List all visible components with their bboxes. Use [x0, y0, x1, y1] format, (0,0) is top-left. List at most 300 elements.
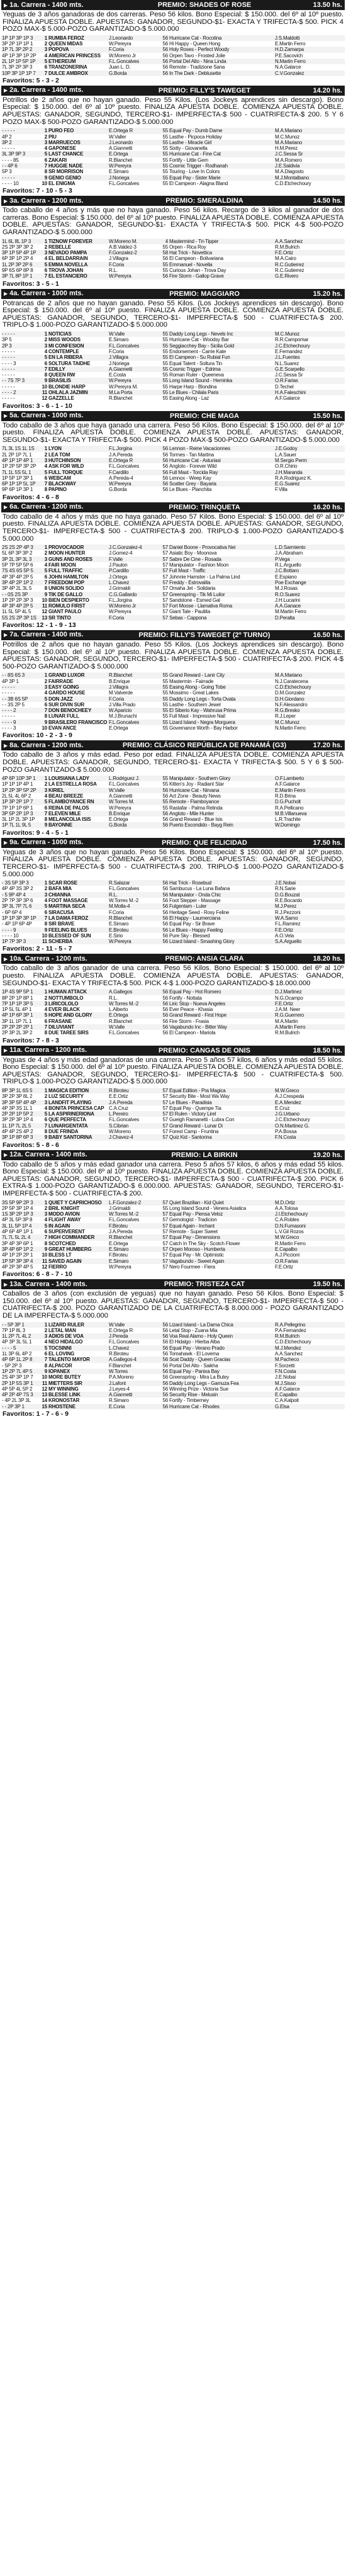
pedigree: Lizard Island - La Dama Chica: [169, 1322, 274, 1328]
weight: 55: [162, 133, 168, 140]
trainer-name: R.G.Bresko: [274, 708, 345, 713]
entry-number: 1: [40, 880, 48, 886]
form-column: - - - - 10: [2, 932, 19, 939]
form-column: - - - - -: [2, 348, 15, 354]
trainer-name: M.W.Greco: [274, 1088, 345, 1093]
form-column: - - 8S 6S 3: [1, 672, 40, 678]
jockey-name: E.Simaro: [109, 337, 129, 343]
table-row: [1, 1404, 345, 1409]
weight: 56: [153, 1392, 169, 1398]
trainer-name: G.E.Scarpello: [274, 366, 345, 372]
race-section: [1, 838, 345, 954]
race-header: [1, 411, 345, 421]
form-column: 1P 2P 5P 3P 2P: [2, 463, 36, 470]
race-time: 16.50 hs.: [313, 631, 342, 639]
pedigree: Lennon - Reine Vacacionnes: [169, 446, 274, 451]
table-row: [1, 151, 345, 157]
form-column: - 5 9P 4P 4: [1, 892, 40, 898]
pedigree: Long Island Sound - Venera Asiatica: [169, 1205, 246, 1211]
form-column: 2P 2P 2P 2P 1: [1, 1024, 40, 1030]
jockey-name: E.Sirio: [109, 932, 123, 939]
favorites-line: Favoritos: 7 - 8 - 3: [3, 1036, 59, 1044]
race-conditions: Todo caballo de 4 años y más que no haya ganado. Peso 56 kilos. Recargo de 3 kilos al ganador de dos carreras. Bono Especial: $ 150.000. del 6º al 10º puesto. FINALIZA APUESTA DOBLE. COMIENZA APUESTA DOBLE. APUESTAS: GANADOR, SEGUNDO-$1- EXACTA Y TRIFECTA-$ 500. PICK 4-$ 500-POZO GARANTIZADO-$ 5.000.000: [3, 206, 343, 236]
entry-number: 1: [40, 35, 48, 41]
form-column: 3P 4P 2L 3L 5: [2, 585, 32, 592]
trainer-name: F.Sorzetti: [275, 1362, 295, 1369]
triangle-right-icon: ▶: [4, 88, 8, 94]
form-column: 2S 2P 3P 3P 2: [2, 244, 33, 250]
race-prize: PREMIO: CLÁSICO REPÚBLICA DE PANAMÁ (G3): [122, 742, 287, 750]
jockey-name: Juan L. D.: [109, 64, 131, 71]
race-label-text: 5a. Carrera - 1000 mts.: [9, 412, 84, 420]
weight: 56: [162, 1362, 168, 1369]
entry-number: 10: [42, 383, 47, 390]
pedigree: Touring - Love In Colors: [169, 169, 220, 175]
trainer-name: A.J.Crespeda: [275, 1093, 304, 1100]
weight: 56: [162, 1351, 168, 1357]
race-section: [1, 1046, 345, 1150]
pedigree: Security Rise - Melusin: [169, 1392, 274, 1398]
weight: 57: [153, 592, 169, 597]
pedigree: Equal Pay - Mr. Optimistic: [169, 1252, 224, 1258]
jockey-name: E.Ortega: [109, 725, 128, 732]
pedigree: Remote - Super Sweet: [169, 1229, 218, 1235]
form-column: - - - - 2: [1, 708, 40, 713]
entry-number: 14: [42, 1398, 47, 1404]
jockey-name: R.Blanchet: [108, 672, 153, 678]
trainer-name: D.J.Martinez: [274, 989, 345, 995]
race-label-text: 12a. Carrera - 1400 mts.: [9, 1151, 87, 1159]
entry-number: 11: [40, 1258, 48, 1264]
trainer-name: M.B.Villanueva: [274, 811, 345, 816]
table-row: [1, 811, 345, 816]
jockey-name: E.Ortega R: [108, 458, 153, 463]
form-column: 7L 7L 5L 2L 4: [1, 1234, 40, 1240]
table-row: [1, 545, 345, 550]
pedigree: Cosmic Trigger - Edrima: [169, 366, 274, 372]
horse-name: SCAR ROSE: [48, 880, 108, 886]
weight: 57: [162, 1105, 168, 1111]
race-conditions: Todo caballo de 3 años que haya ganado una carrera. Peso 56 Kilos. Bono Especial: $ 150.000. del 6º al 10º puesto. FINALIZA APUESTA DOBLE. COMIENZA APUESTA DOBLE. APUESTAS: GANADOR, SEGUNDO-$1- EXACTA Y TRIFECTA-$ 500. PICK 4 POZO MAX-$ 500-POZO GARANTIZADO-$ 5.000.000: [3, 421, 343, 444]
form-column: 1P 2P 7L 4P 5: [1, 1369, 40, 1374]
entry-number: 5: [40, 151, 48, 157]
horse-name: FREEDOM POP: [48, 580, 108, 585]
entry-number: 5: [40, 1345, 48, 1351]
pedigree: Letal Stop - Zuana Mia: [169, 1327, 218, 1333]
trainer-name: E.Cruz: [275, 1105, 290, 1111]
trainer-name: G.E.Rivero: [274, 273, 345, 279]
horse-name: WEBCAM: [48, 475, 71, 481]
entry-number: 6: [44, 157, 47, 163]
race-header: [1, 86, 345, 96]
jockey-name: F.L.Goncalves: [109, 1030, 140, 1036]
trainer-name: P.A.Bossa: [275, 1129, 297, 1135]
weight: 56: [162, 41, 168, 47]
pedigree: Cosmic Trigger - Rodhanah: [169, 163, 274, 169]
table-row: [1, 713, 345, 719]
horse-name: BLESSED OF SUN: [48, 932, 91, 939]
jockey-name: E.Simaro: [109, 169, 129, 175]
form-column: 3P 3P 5P 4P 4P: [1, 1100, 40, 1105]
jockey-name: F.Blanchet: [109, 1362, 131, 1369]
race-label: [4, 1150, 98, 1160]
favorites-line: Favoritos: 6 - 8 - 7 - 10: [3, 1270, 72, 1279]
weight: 57: [153, 1123, 169, 1129]
entry-number: 4: [44, 463, 47, 470]
entry-number: 2: [44, 678, 47, 684]
table-row: [1, 1088, 345, 1093]
table-row: [1, 696, 345, 702]
pedigree: Remote - Flamboyance: [169, 799, 274, 805]
weight: 57: [162, 1117, 168, 1123]
pedigree: Hurricane Cat - Rhodes: [169, 1404, 274, 1409]
weight: 56: [153, 481, 169, 487]
entry-number: 10: [42, 725, 47, 732]
form-column: - - - - -: [1, 128, 40, 133]
entry-number: 2: [44, 451, 47, 458]
weight: 57: [153, 1200, 169, 1206]
horse-name: MARTINA SECA: [48, 903, 108, 909]
entry-number: 1: [40, 128, 48, 133]
jockey-name: F.L.Goncalves: [109, 180, 140, 186]
weight: 56: [153, 1333, 169, 1339]
pedigree: Hi Happy - Queen Hong: [169, 41, 221, 47]
weight: 55: [153, 672, 169, 678]
weight: 56: [153, 788, 169, 793]
pedigree: Daniel Boone - Provocativa Nei: [169, 545, 274, 550]
weight: 56: [153, 1404, 169, 1409]
table-row: [1, 880, 345, 886]
table-row: [1, 1117, 345, 1122]
horse-name: FAIRRADE: [48, 678, 74, 684]
table-row: [1, 574, 345, 580]
entry-number: 7: [40, 273, 48, 279]
trainer-name: R.D.Brina: [275, 793, 296, 799]
trainer-name: M.C.Munoz: [274, 331, 345, 337]
entry-number: 7: [40, 811, 48, 816]
weight: 56: [162, 1398, 168, 1404]
trainer-name: J.C.Etchechoury: [274, 343, 345, 349]
horse-name: PAPINO: [48, 487, 67, 493]
entry-number: 15: [40, 1404, 48, 1409]
horse-name: OHLALA JAZMIN: [48, 390, 108, 395]
form-column: 1L 5L 5P 4L 5: [2, 609, 31, 615]
pedigree: Curious Johan - Trova Day: [169, 268, 226, 274]
trainer-name: J.S.Maldotti: [274, 35, 345, 41]
table-row: [1, 1264, 345, 1270]
entry-number: 10: [42, 180, 47, 186]
horse-name: FRASANE: [48, 1018, 72, 1024]
weight: 57: [162, 562, 168, 568]
horse-name: QUEEN RW: [48, 372, 75, 378]
pedigree: Heritage Seed - Rosy Feline: [169, 909, 230, 915]
weight: 56: [153, 446, 169, 451]
table-row: [1, 1200, 345, 1206]
trainer-name: M.J.Montalbano: [274, 175, 345, 181]
trainer-name: F.E.Ortiz: [274, 250, 345, 256]
pedigree: Hurricane Cat - Nirvana: [169, 788, 274, 793]
table-row: [1, 781, 345, 787]
form-column: - - - - -: [2, 383, 15, 390]
pedigree: Le Blues - Chilala Paris: [169, 390, 274, 395]
jockey-name: R.L.: [109, 268, 118, 274]
entry-number: 8: [44, 585, 47, 592]
horse-name: LIZARD RULER: [48, 1322, 108, 1328]
weight: 56: [153, 35, 169, 41]
pedigree: Quiet Brazilian - Kid Quiet: [169, 1200, 274, 1206]
table-row: [1, 708, 345, 713]
weight: 56: [162, 909, 168, 915]
horse-name: IN AGAIN: [48, 1223, 108, 1229]
table-row: [1, 239, 345, 244]
race-label: [4, 289, 98, 299]
table-row: [1, 1019, 345, 1024]
weight: 55: [153, 696, 169, 702]
weight: 56: [153, 989, 169, 995]
race-section: [1, 954, 345, 1045]
jockey-name: W.Pereyra: [108, 481, 153, 487]
trainer-name: N.A.Galarce: [275, 64, 301, 71]
trainer-name: C.D.Etchechoury: [275, 180, 311, 186]
entry-number: 5: [40, 354, 48, 360]
trainer-name: E.Martin Ferro: [275, 41, 306, 47]
horse-name: KRONOSTAR: [48, 1398, 80, 1404]
jockey-name: L.Rodriguez J.: [108, 776, 153, 781]
table-row: [1, 892, 345, 898]
trainer-name: N.G.Ocampo: [275, 995, 303, 1001]
entries-table: [1, 1322, 345, 1409]
pedigree: Sixtty - Giovanella: [169, 145, 208, 152]
form-column: - 6P 6P 4: [2, 909, 22, 915]
horse-name: CHIANNA: [48, 892, 108, 898]
entries-table: [1, 239, 345, 280]
jockey-name: F.L.Goncalves: [109, 781, 140, 788]
weight: 56: [162, 1018, 168, 1024]
weight: 56: [153, 273, 169, 279]
entry-number: 3: [40, 47, 48, 52]
horse-name: ZAKARI: [48, 157, 67, 163]
jockey-name: W.Moreno M.: [108, 239, 153, 244]
trainer-name: A.O.Vela: [275, 932, 294, 939]
form-column: 3P 2: [1, 140, 40, 145]
race-label: [4, 411, 98, 421]
jockey-name: F.L.Goncalves: [108, 59, 153, 64]
table-row: [1, 989, 345, 995]
jockey-name: W.Moreno Jr: [108, 603, 153, 609]
favorites-line: Favoritos: 10 - 2 - 3 - 9: [3, 732, 72, 740]
entry-number: 10: [42, 932, 47, 939]
horse-name: LA ESTRELLA ROSA: [48, 781, 97, 788]
form-column: 1P 2P 2P 3P 3: [2, 597, 33, 603]
form-column: 4P 3L 5P 3P 8: [2, 1217, 33, 1223]
pedigree: Hurricane Cat - Woodsy Bar: [169, 337, 229, 343]
race-section: [1, 411, 345, 502]
pedigree: Hurricane Cat - Rocotina: [169, 35, 274, 41]
pedigree: Lizard Island - Smashing Glory: [169, 939, 274, 944]
table-row: [1, 927, 345, 933]
trainer-name: M.J.Rosas: [275, 585, 298, 592]
pedigree: Roman Ruler - Queeneva: [169, 372, 224, 378]
pedigree: Hurricane Cat - Fine Cat: [169, 151, 274, 157]
horse-name: ADIOS DE VOA: [48, 1333, 108, 1339]
pedigree: Grand Reward - Lanir City: [169, 672, 274, 678]
table-row: [1, 1398, 345, 1403]
form-column: - - - - -: [1, 684, 40, 690]
horse-name: MI CONFESION: [48, 343, 108, 349]
table-row: [1, 268, 345, 273]
entry-number: 5: [40, 1111, 48, 1117]
horse-name: BRIL KNIGHT: [48, 1205, 80, 1211]
pedigree: Scatter Grey - Bayaria: [169, 481, 274, 487]
table-row: [1, 1134, 345, 1140]
jockey-name: A.Gallegos-4: [108, 1357, 153, 1362]
entry-number: 9: [40, 1134, 48, 1140]
pedigree: Long Island Sound - Heminka: [169, 378, 274, 383]
trainer-name: M.Pacheco: [274, 1357, 345, 1362]
favorites-line: Favoritos: 2 - 11 - 5 - 7: [3, 945, 72, 953]
table-row: [1, 343, 345, 349]
table-row: [1, 1386, 345, 1392]
jockey-name: E.Ortega R: [108, 128, 153, 133]
form-column: 4P 4P 2S 4P 2: [2, 1129, 33, 1135]
horse-name: PIU: [48, 133, 57, 140]
trainer-name: H.D.Zamarpa: [274, 47, 345, 52]
jockey-name: F.Valle: [108, 556, 153, 562]
table-row: [1, 1328, 345, 1333]
trainer-name: O.F.Lamberto: [274, 776, 345, 781]
weight: 56: [153, 59, 169, 64]
pedigree: Equal Pay - Dumb Dame: [169, 128, 274, 133]
entries-table: [1, 989, 345, 1036]
entry-number: 4: [44, 793, 47, 799]
entry-number: 9: [40, 720, 48, 725]
pedigree: Equal Again - Inchant: [169, 1223, 274, 1229]
table-row: [1, 163, 345, 169]
table-row: [1, 1246, 345, 1252]
pedigree: Sabre De Cine - Rosada: [169, 556, 274, 562]
jockey-name: R.Biroteu: [109, 1351, 129, 1357]
jockey-name: E.Ortega: [109, 816, 128, 823]
weight: 55: [153, 720, 169, 725]
form-column: - 3S 5P 3P 3: [1, 880, 40, 886]
horse-name: TROVA JOHAN: [48, 268, 84, 274]
trainer-name: M.D.Ortiz: [274, 1200, 345, 1206]
pedigree: Foot Stepper - Massage: [169, 898, 221, 904]
entries-table: [1, 776, 345, 828]
trainer-name: S.A.Arguello: [274, 939, 345, 944]
jockey-name: W.Aparicio: [108, 708, 153, 713]
trainer-name: M.A.Cairo: [275, 256, 296, 262]
entry-number: 7: [40, 481, 48, 487]
weight: 55: [162, 169, 168, 175]
weight: 56: [153, 1345, 169, 1351]
trainer-name: R.A.Rodriguez K.: [275, 475, 312, 481]
weight: 55: [153, 378, 169, 383]
horse-name: DON BENOCHEEY: [48, 708, 108, 713]
horse-name: MELANCOLIA ISIS: [48, 816, 91, 823]
weight: 56: [153, 927, 169, 933]
form-column: - - - - 85: [2, 157, 19, 163]
jockey-name: J.Leyes-4: [109, 1386, 130, 1392]
trainer-name: L.R.Trachite: [275, 816, 301, 823]
horse-name: ETHEREUM: [48, 59, 108, 64]
entry-number: 12: [42, 1263, 47, 1270]
pedigree: Daddy Long Legs - Gamuza Fea: [169, 1381, 274, 1386]
weight: 56: [162, 1339, 168, 1345]
race-prize: PREMIO: CANGAS DE ONIS: [158, 1046, 251, 1054]
entry-number: 9: [40, 822, 48, 828]
horse-name: BAYONNE: [48, 822, 108, 828]
jockey-name: W.Pereyra: [109, 609, 131, 615]
table-row: [1, 684, 345, 690]
race-prize: PREMIO: CHE MAGA: [170, 412, 239, 420]
horse-name: QUE PERFECTA: [48, 1117, 86, 1123]
pedigree: Tormes - Tan Martina: [169, 451, 214, 458]
weight: 55: [162, 268, 168, 274]
entries-table: [1, 35, 345, 76]
horse-name: SIR BRAVE: [48, 921, 75, 927]
race-section: [1, 86, 345, 196]
weight: 57: [153, 1100, 169, 1105]
race-header: [1, 838, 345, 848]
horse-name: SAVED AGAIN: [48, 1258, 108, 1264]
pedigree: Manipulator - Southern Glory: [169, 776, 274, 781]
race-prize: PREMIO: MAGGIARO: [169, 290, 240, 298]
weight: 55: [153, 163, 169, 169]
horse-name: DUE TAREE SIRS: [48, 1030, 89, 1036]
form-column: 3P 1P 5P 4P 1P: [1, 250, 40, 256]
form-column: 2S 4P 3P 1P 7: [2, 1374, 33, 1381]
pedigree: Full Mast - Impressive Nail: [169, 713, 225, 720]
form-column: 3P 5P 2P 1P 3: [1, 811, 40, 816]
trainer-name: A.F.Galarce: [275, 781, 300, 788]
trainer-name: A.F.Galarce: [275, 395, 300, 402]
table-row: [1, 603, 345, 609]
table-row: [1, 690, 345, 696]
weight: 56: [162, 932, 168, 939]
weight: 56: [153, 1369, 169, 1374]
table-row: [1, 354, 345, 360]
race-label-text: 4a. Carrera - 1000 mts.: [9, 290, 84, 298]
race-section: [1, 196, 345, 288]
pedigree: Kitten's Joy - Radiant Star: [169, 781, 224, 788]
entry-number: 3: [40, 343, 48, 349]
jockey-name: J.Pereda: [108, 1333, 153, 1339]
form-column: - - - - -: [2, 395, 15, 402]
entry-number: 8: [44, 169, 47, 175]
trainer-name: M.Martin Ferro: [275, 609, 306, 615]
form-column: - - - - -: [1, 175, 40, 181]
pedigree: Gueigh Ramanetti - Lubra Con: [169, 1117, 235, 1123]
jockey-name: F.Coria: [108, 696, 153, 702]
form-column: 2P 3P 2L 3P 2: [2, 1030, 33, 1036]
race-conditions: Potrillos de 2 años que no hayan ganado. Peso 55 Kilos. (Los Jockeys aprendices sin descargo). Bono Especial: $ 150.000. del 6º al 10º puesto. FINALIZA APUESTA DOBLE. COMIENZA APUESTA DOBLE. APUESTAS: GANADOR, SEGUNDO, TERCERO-$1- IMPERFECTA-$ 500 - CUATRIFECTA-$ 200. 5 Y 6 POZO MAX-$ 500-POZO GARANTIZADO-$ 5.000.000: [3, 96, 343, 126]
race-time: 19.50 hs.: [313, 1280, 342, 1289]
race-label: [4, 838, 98, 848]
jockey-name: S.Cibrian: [108, 1123, 153, 1129]
form-column: - - - - 9: [1, 720, 40, 725]
entry-number: 6: [44, 701, 47, 708]
weight: 55: [162, 725, 168, 732]
trainer-name: C.D.Etchechoury: [275, 1339, 311, 1345]
form-column: 2P 7P 3P 3P 6: [2, 898, 33, 904]
race-label-text: 2a. Carrera - 1400 mts.: [9, 86, 84, 94]
pedigree: Puerto Escondido - Bayg Rein: [169, 822, 274, 828]
jockey-name: L.Alberto: [109, 1007, 128, 1013]
race-conditions: Yeguas de 4 años y más edad ganadoras de una carrera. Peso 5 años 57 kilos, 6 años y más edad 55 kilos. Bono Especial: $ 150.000. del 6º al 10º puesto. FINALIZA APUESTA DOBLE. COMIENZA APUESTA DOBLE. APUESTAS: GANADOR, SEGUNDO, TERCERO-$1- IMPERFECTA-$ 500 - CUATRIFECTA-$ 500. TRIPLO-$ 1.000-POZO GARANTIZADO-$ 5.000.000: [3, 1056, 343, 1086]
pedigree: Hat Trick - Rosebud: [169, 880, 274, 886]
race-time: 18.20 hs.: [313, 955, 342, 963]
